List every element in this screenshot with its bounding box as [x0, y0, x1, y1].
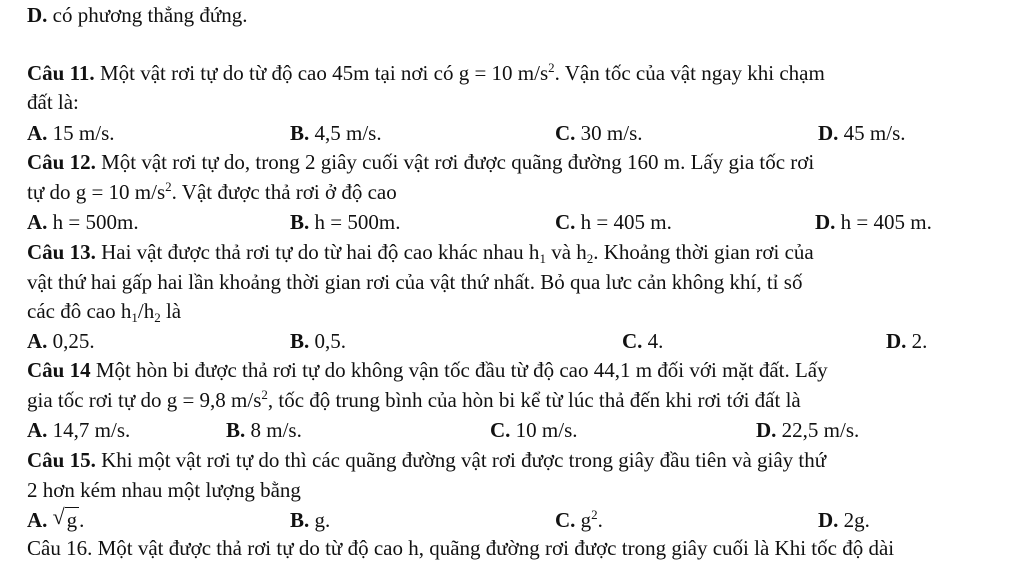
formula-g: g = 10 $m/s^2$ — [458, 60, 555, 85]
q12-option-a: A. h = 500m. — [27, 210, 139, 234]
question-label: Câu 11. — [27, 61, 95, 85]
q15-option-d: D. 2g. — [818, 508, 870, 532]
q12-option-d: D. h = 405 m. — [815, 210, 932, 234]
q11-option-c: C. 30 m/s. — [555, 121, 643, 145]
q13-stem-line1: Câu 13. Hai vật được thả rơi tự do từ hai độ cao khác nhau $h_1$ và $h_2$. Khoảng thời gian rơi của — [27, 240, 814, 266]
sqrt-g: √ g — [52, 504, 78, 532]
question-label: Câu 13. — [27, 240, 96, 264]
question-text: Một hòn bi được thả rơi tự do không vận tốc đầu từ độ cao 44,1 m đối với mặt đất. Lấy — [95, 358, 828, 382]
q12-option-c: C. h = 405 m. — [555, 210, 672, 234]
formula-g: g = 9,8 $m/s^2$ — [166, 387, 268, 412]
q11-option-b: B. 4,5 m/s. — [290, 121, 382, 145]
q12-stem-line2: tự do g = 10 $m/s^2$. Vật được thả rơi ở độ cao — [27, 179, 397, 204]
q14-option-c: C. 10 m/s. — [490, 418, 578, 442]
q15-option-a: A. √ g. — [27, 504, 85, 532]
q15-option-b: B. g. — [290, 508, 331, 532]
q11-option-a: A. 15 m/s. — [27, 121, 115, 145]
q14-option-b: B. 8 m/s. — [226, 418, 302, 442]
question-label: Câu 12. — [27, 150, 96, 174]
question-text: Một vật rơi tự do, trong 2 giây cuối vật rơi được quãng đường 160 m. Lấy gia tốc rơi — [101, 150, 815, 174]
q14-stem-line1 — [27, 357, 828, 383]
q11-stem-line1 — [27, 60, 825, 86]
q13-stem-line2: vật thứ hai gấp hai lần khoảng thời gian rơi của vật thứ nhất. Bỏ qua lưc cản không khí, tỉ số — [27, 270, 803, 294]
question-text: . Vận tốc của vật ngay khi chạm — [554, 61, 825, 85]
q10-option-d — [27, 2, 248, 28]
q15-option-c: C. $g^2$. — [555, 507, 603, 532]
q11-stem-line2: đất là: — [27, 90, 79, 114]
q14-option-a: A. 14,7 m/s. — [27, 418, 131, 442]
option-label: D. — [27, 3, 48, 27]
q15-stem-line1 — [27, 447, 826, 473]
question-text: Khi một vật rơi tự do thì các quãng đường vật rơi được trong giây đầu tiên và giây thứ — [101, 448, 827, 472]
q13-stem-line3: các đô cao $h_1/h_2$ là — [27, 299, 182, 325]
q13-option-d: D. 2. — [886, 329, 928, 353]
q11-option-d: D. 45 m/s. — [818, 121, 906, 145]
q13-option-b: B. 0,5. — [290, 329, 347, 353]
option-text: có phương thẳng đứng. — [52, 3, 248, 27]
q16-cut-line: Câu 16. Một vật được thả rơi tự do từ độ cao h, quãng đường rơi được trong giây cuối là Khi tốc độ dài — [27, 536, 895, 560]
question-label: Câu 15. — [27, 448, 96, 472]
q13-option-a: A. 0,25. — [27, 329, 95, 353]
question-text: Một vật rơi tự do từ độ cao 45m tại nơi có — [99, 61, 454, 85]
q14-option-d: D. 22,5 m/s. — [756, 418, 860, 442]
q12-stem-line1 — [27, 149, 814, 175]
q14-stem-line2: gia tốc rơi tự do g = 9,8 $m/s^2$, tốc độ trung bình của hòn bi kể từ lúc thả đến khi rơi tới đất là — [27, 387, 801, 412]
question-label: Câu 14 — [27, 358, 91, 382]
q15-stem-line2: 2 hơn kém nhau một lượng bằng — [27, 478, 301, 502]
formula-g: g = 10 $m/s^2$ — [75, 179, 172, 204]
q12-option-b: B. h = 500m. — [290, 210, 401, 234]
q13-option-c: C. 4. — [622, 329, 664, 353]
